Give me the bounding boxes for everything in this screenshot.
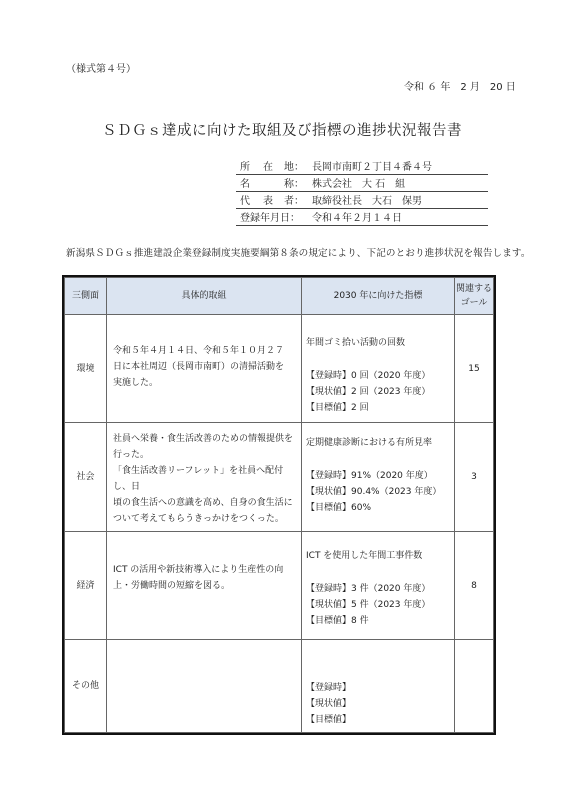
indicator-cell: 【登録時】 【現状値】 【目標値】 <box>302 640 455 733</box>
company-representative-row <box>236 192 488 209</box>
aspect-cell: 経済 <box>65 532 107 640</box>
form-number: （様式第４号） <box>66 64 136 75</box>
indicator-cell: 定期健康診断における有所見率 【登録時】91%（2020 年度） 【現状値】90.4%（2023 年度） 【目標値】60% <box>302 423 455 532</box>
goal-cell: 8 <box>455 532 494 640</box>
indicator-cell: ICT を使用した年間工事件数 【登録時】3 件（2020 年度） 【現状値】5 件（2023 年度） 【目標値】8 件 <box>302 532 455 640</box>
goal-cell: 3 <box>455 423 494 532</box>
address-label: 所 在 地： <box>236 158 312 175</box>
representative-label: 代 表 者： <box>236 192 312 209</box>
aspect-cell: 社会 <box>65 423 107 532</box>
initiative-cell: 令和５年４月１４日、令和５年１０月２７ 日に本社周辺（長岡市南町）の清掃活動を 実施した。 <box>107 315 302 423</box>
document-title: ＳＤＧｓ達成に向けた取組及び指標の進捗状況報告書 <box>102 123 462 139</box>
initiative-cell <box>107 640 302 733</box>
report-date: 令和 ６ 年 2 月 20 日 <box>404 82 516 93</box>
indicator-cell: 年間ゴミ拾い活動の回数 【登録時】0 回（2020 年度） 【現状値】2 回（2023 年度） 【目標値】2 回 <box>302 315 455 423</box>
preamble-text: 新潟県ＳＤＧｓ推進建設企業登録制度実施要綱第８条の規定により、下記のとおり進捗状況を報告します。 <box>66 248 531 259</box>
table-header-row <box>65 278 494 315</box>
company-registration-row <box>236 209 488 226</box>
header-initiative: 具体的取組 <box>107 278 302 315</box>
initiative-cell: 社員へ栄養・食生活改善のための情報提供を 行った。 「食生活改善リーフレット」を社員へ配付し、日 頃の食生活への意識を高め、自身の食生活に ついて考えてもらうきっかけをつくった。 <box>107 423 302 532</box>
header-aspect: 三側面 <box>65 278 107 315</box>
representative-value: 取締役社長 大石 保男 <box>312 192 488 209</box>
registration-label: 登録年月日： <box>236 209 312 226</box>
goal-cell: 15 <box>455 315 494 423</box>
header-goal: 関連する ゴール <box>455 278 494 315</box>
goal-cell <box>455 640 494 733</box>
name-value: 株式会社 大 石 組 <box>312 175 488 192</box>
initiative-cell: ICT の活用や新技術導入により生産性の向 上・労働時間の短縮を図る。 <box>107 532 302 640</box>
progress-table <box>62 275 496 735</box>
table-row <box>65 423 494 532</box>
aspect-cell: その他 <box>65 640 107 733</box>
table-row <box>65 640 494 733</box>
header-indicator: 2030 年に向けた指標 <box>302 278 455 315</box>
company-address-row <box>236 158 488 175</box>
company-info <box>236 158 488 226</box>
aspect-cell: 環境 <box>65 315 107 423</box>
address-value: 長岡市南町２丁目４番４号 <box>312 158 488 175</box>
table-row <box>65 532 494 640</box>
registration-value: 令和４年２月１４日 <box>312 209 488 226</box>
company-name-row <box>236 175 488 192</box>
name-label: 名 称： <box>236 175 312 192</box>
table-row <box>65 315 494 423</box>
